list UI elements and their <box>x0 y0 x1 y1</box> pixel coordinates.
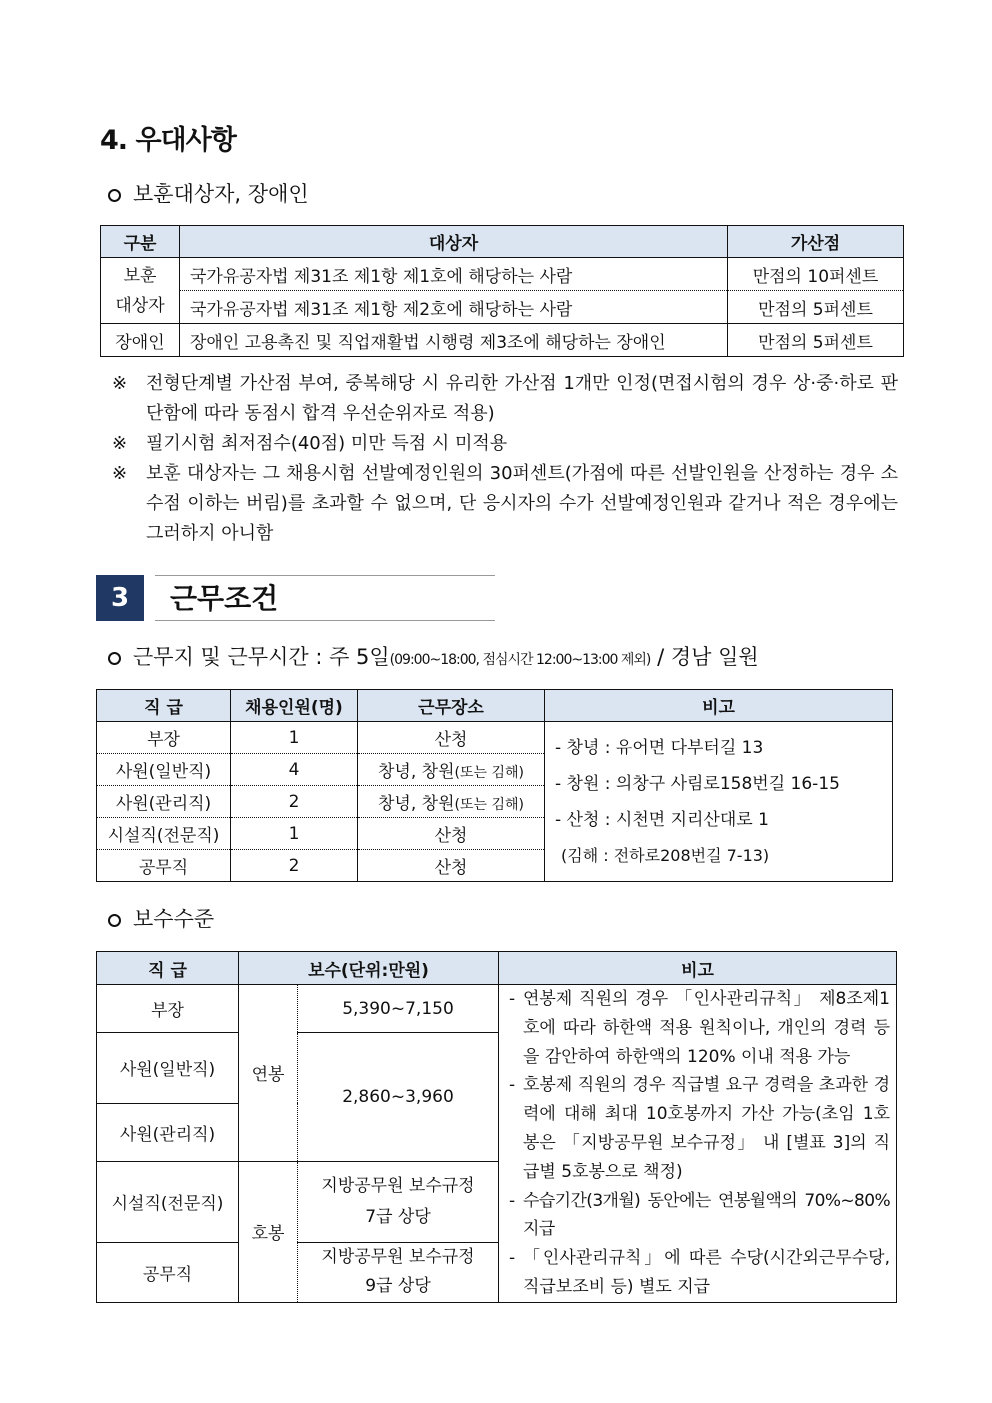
workplace-label: 근무지 및 근무시간 : 주 5일 <box>133 645 390 669</box>
place-cell: 산청 <box>358 850 545 882</box>
header-grade: 직 급 <box>97 952 239 985</box>
place-cell <box>358 786 545 818</box>
note-item <box>112 369 898 429</box>
amount-line: 지방공무원 보수규정 <box>321 1175 475 1196</box>
circle-bullet-icon <box>108 189 121 202</box>
header-pay: 보수(단위:만원) <box>239 952 499 985</box>
work-remark-cell <box>545 722 893 882</box>
remark-text: 연봉제 직원의 경우 「인사관리규칙」 제8조제1호에 따라 하한액 적용 원칙이나, 개인의 경력 등을 감안하여 하한액의 120% 이내 적용 가능 <box>523 989 890 1067</box>
target-cell: 국가유공자법 제31조 제1항 제1호에 해당하는 사람 <box>180 258 728 291</box>
workplace-hours: (09:00~18:00, 점심시간 12:00~13:00 제외) <box>389 652 651 668</box>
note-item <box>112 429 898 459</box>
remark-dash: - <box>509 1190 516 1211</box>
count-cell: 2 <box>231 786 358 818</box>
amount-cell: 5,390~7,150 <box>298 985 499 1033</box>
header-grade: 직 급 <box>97 690 231 722</box>
place-cell <box>358 754 545 786</box>
circle-bullet-icon <box>108 652 121 665</box>
remark-text: 호봉제 직원의 경우 직급별 요구 경력을 초과한 경력에 대해 최대 10호봉까지 가산 가능(초임 1호봉은 「지방공무원 보수규정」 내 [별표 3]의 직급별 5호봉으로 책정) <box>523 1075 890 1182</box>
section-number-badge: 3 <box>96 575 144 621</box>
header-count: 채용인원(명) <box>231 690 358 722</box>
note-mark: ※ <box>112 373 128 394</box>
header-target: 대상자 <box>180 226 728 258</box>
amount-line: 7급 상당 <box>365 1206 431 1227</box>
grade-cell: 부장 <box>97 985 239 1033</box>
remark-line: (김해 : 전하로208번길 7-13) <box>561 845 770 865</box>
header-place: 근무장소 <box>358 690 545 722</box>
note-text: 전형단계별 가산점 부여, 중복해당 시 유리한 가산점 1개만 인정(면접시험의 경우 상·중·하로 판단함에 따라 동점시 합격 우선순위자로 적용) <box>146 373 898 424</box>
grade-cell: 사원(일반직) <box>97 754 231 786</box>
grade-cell: 시설직(전문직) <box>97 818 231 850</box>
pay-remark-item <box>509 1244 890 1302</box>
remark-text: 수습기간(3개월) 동안에는 연봉월액의 70%~80% 지급 <box>523 1190 890 1240</box>
grade-cell: 사원(일반직) <box>97 1033 239 1104</box>
amount-cell <box>298 1242 499 1302</box>
preference-subtitle <box>108 178 309 208</box>
remark-dash: - <box>509 1248 516 1269</box>
notes <box>112 369 898 549</box>
remark-line: - 창녕 : 유어면 다부터길 13 <box>555 737 764 758</box>
count-cell: 1 <box>231 818 358 850</box>
note-text: 보훈 대상자는 그 채용시험 선발예정인원의 30퍼센트(가점에 따른 선발인원을 산정하는 경우 소수점 이하는 버림)를 초과할 수 없으며, 단 응시자의 수가 선발예정인원과 같거나 적은 경우에는 그러하지 아니함 <box>146 463 898 544</box>
grade-cell: 사원(관리직) <box>97 1103 239 1161</box>
section-rule-top <box>155 575 495 576</box>
work-table <box>96 689 893 882</box>
place-cell: 산청 <box>358 818 545 850</box>
grade-cell: 시설직(전문직) <box>97 1161 239 1242</box>
category-veterans-line2: 대상자 <box>115 295 165 316</box>
category-veterans-line1: 보훈 <box>123 265 157 286</box>
pay-subtitle-text: 보수수준 <box>133 907 215 931</box>
header-remark: 비고 <box>499 952 897 985</box>
place-extra: (또는 김해) <box>454 797 524 813</box>
section-4-title: 4. 우대사항 <box>100 125 236 156</box>
header-points: 가산점 <box>728 226 904 258</box>
amount-line: 9급 상당 <box>365 1276 431 1297</box>
grade-cell: 공무직 <box>97 1242 239 1302</box>
remark-text: 「인사관리규칙」에 따른 수당(시간외근무수당, 직급보조비 등) 별도 지급 <box>523 1248 890 1297</box>
count-cell: 1 <box>231 722 358 754</box>
section-rule-bottom <box>155 620 495 621</box>
section-3-title: 근무조건 <box>170 582 279 615</box>
count-cell: 4 <box>231 754 358 786</box>
count-cell: 2 <box>231 850 358 882</box>
target-cell: 장애인 고용촉진 및 직업재활법 시행령 제3조에 해당하는 장애인 <box>180 324 728 357</box>
points-cell: 만점의 5퍼센트 <box>728 291 904 324</box>
category-veterans <box>101 258 180 324</box>
note-mark: ※ <box>112 463 128 484</box>
place-text: 창녕, 창원 <box>378 762 455 782</box>
remark-line: - 산청 : 시천면 지리산대로 1 <box>555 809 769 830</box>
preference-table <box>100 225 904 357</box>
preference-subtitle-text: 보훈대상자, 장애인 <box>133 182 309 206</box>
remark-dash: - <box>509 1075 516 1096</box>
place-text: 창녕, 창원 <box>378 794 455 814</box>
grade-cell: 부장 <box>97 722 231 754</box>
note-text: 필기시험 최저점수(40점) 미만 득점 시 미적용 <box>146 433 508 454</box>
category-disabled: 장애인 <box>101 324 180 357</box>
header-category: 구분 <box>101 226 180 258</box>
amount-cell <box>298 1161 499 1242</box>
amount-cell: 2,860~3,960 <box>298 1033 499 1162</box>
target-cell: 국가유공자법 제31조 제1항 제2호에 해당하는 사람 <box>180 291 728 324</box>
place-extra: (또는 김해) <box>454 765 524 781</box>
pay-subtitle <box>108 903 214 933</box>
points-cell: 만점의 5퍼센트 <box>728 324 904 357</box>
pay-remark-item <box>509 1071 890 1186</box>
grade-cell: 사원(관리직) <box>97 786 231 818</box>
workplace-region: / 경남 일원 <box>650 645 759 669</box>
amount-line: 지방공무원 보수규정 <box>321 1247 475 1268</box>
pay-remark-item <box>509 1187 890 1245</box>
grade-cell: 공무직 <box>97 850 231 882</box>
remark-line: - 창원 : 의창구 사림로158번길 16-15 <box>555 773 840 794</box>
note-mark: ※ <box>112 433 128 454</box>
circle-bullet-icon <box>108 914 121 927</box>
remark-dash: - <box>509 989 516 1009</box>
header-remark: 비고 <box>545 690 893 722</box>
note-item <box>112 459 898 549</box>
place-cell: 산청 <box>358 722 545 754</box>
points-cell: 만점의 10퍼센트 <box>728 258 904 291</box>
pay-remark-cell <box>499 985 897 1303</box>
pay-remark-item <box>509 985 890 1071</box>
pay-table <box>96 951 897 1303</box>
pay-type-annual: 연봉 <box>239 985 298 1162</box>
pay-type-step: 호봉 <box>239 1161 298 1302</box>
workplace-subtitle <box>108 641 759 671</box>
